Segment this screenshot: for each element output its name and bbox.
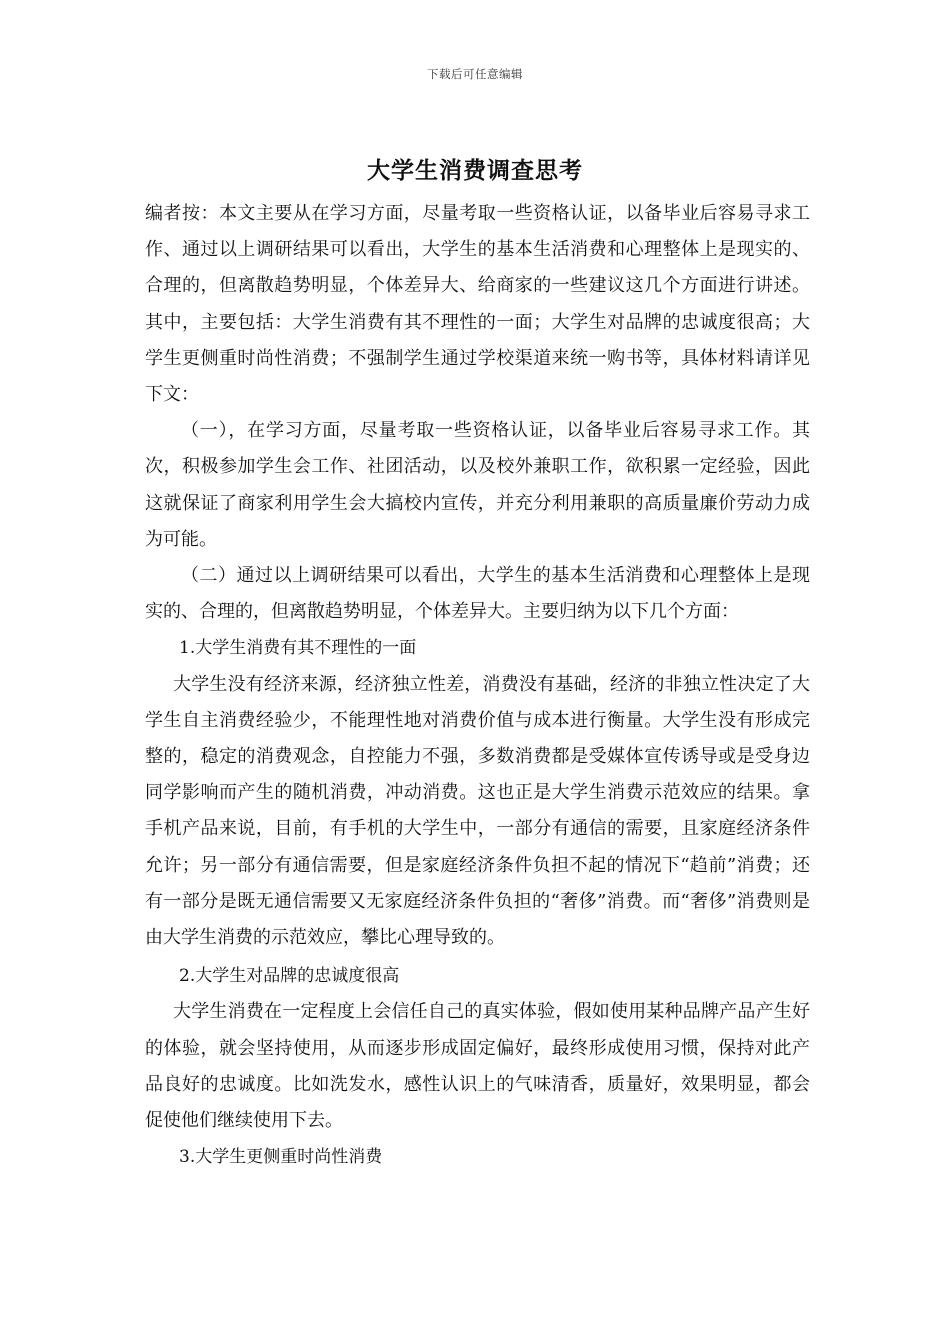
point-two-heading: 2.大学生对品牌的忠诚度很高 [179, 966, 400, 987]
header-note: 下载后可任意编辑 [427, 67, 523, 81]
document-title: 大学生消费调查思考 [367, 157, 583, 184]
document-body [145, 196, 810, 1175]
point-one-heading: 1.大学生消费有其不理性的一面 [179, 638, 417, 659]
section-one-paragraph: （一），在学习方面，尽量考取一些资格认证，以备毕业后容易寻求工作。其次，积极参加学生会工作、社团活动，以及校外兼职工作，欲积累一定经验，因此这就保证了商家利用学生会大搞校内宣传，并充分利用兼职的高质量廉价劳动力成为可能。 [145, 420, 810, 550]
editor-note-paragraph: 编者按：本文主要从在学习方面，尽量考取一些资格认证，以备毕业后容易寻求工作、通过以上调研结果可以看出，大学生的基本生活消费和心理整体上是现实的、合理的，但离散趋势明显，个体差异大、给商家的一些建议这几个方面进行讲述。其中，主要包括：大学生消费有其不理性的一面；大学生对品牌的忠诚度很高；大学生更侧重时尚性消费；不强制学生通过学校渠道来统一购书等，具体材料请详见下文： [145, 203, 810, 406]
section-two-paragraph: （二）通过以上调研结果可以看出，大学生的基本生活消费和心理整体上是现实的、合理的，但离散趋势明显，个体差异大。主要归纳为以下几个方面： [145, 565, 810, 623]
point-three-heading: 3.大学生更侧重时尚性消费 [179, 1147, 383, 1168]
point-one-paragraph: 大学生没有经济来源，经济独立性差，消费没有基础，经济的非独立性决定了大学生自主消费经验少，不能理性地对消费价值与成本进行衡量。大学生没有形成完整的，稳定的消费观念，自控能力不强，多数消费都是受媒体宣传诱导或是受身边同学影响而产生的随机消费，冲动消费。这也正是大学生消费示范效应的结果。拿手机产品来说，目前，有手机的大学生中，一部分有通信的需要，且家庭经济条件允许；另一部分有通信需要，但是家庭经济条件负担不起的情况下“趋前”消费；还有一部分是既无通信需要又无家庭经济条件负担的“奢侈”消费。而“奢侈”消费则是由大学生消费的示范效应，攀比心理导致的。 [145, 673, 810, 949]
point-two-paragraph: 大学生消费在一定程度上会信任自己的真实体验，假如使用某种品牌产品产生好的体验，就会坚持使用，从而逐步形成固定偏好，最终形成使用习惯，保持对此产品良好的忠诚度。比如洗发水，感性认识上的气味清香，质量好，效果明显，都会促使他们继续使用下去。 [145, 1001, 810, 1132]
